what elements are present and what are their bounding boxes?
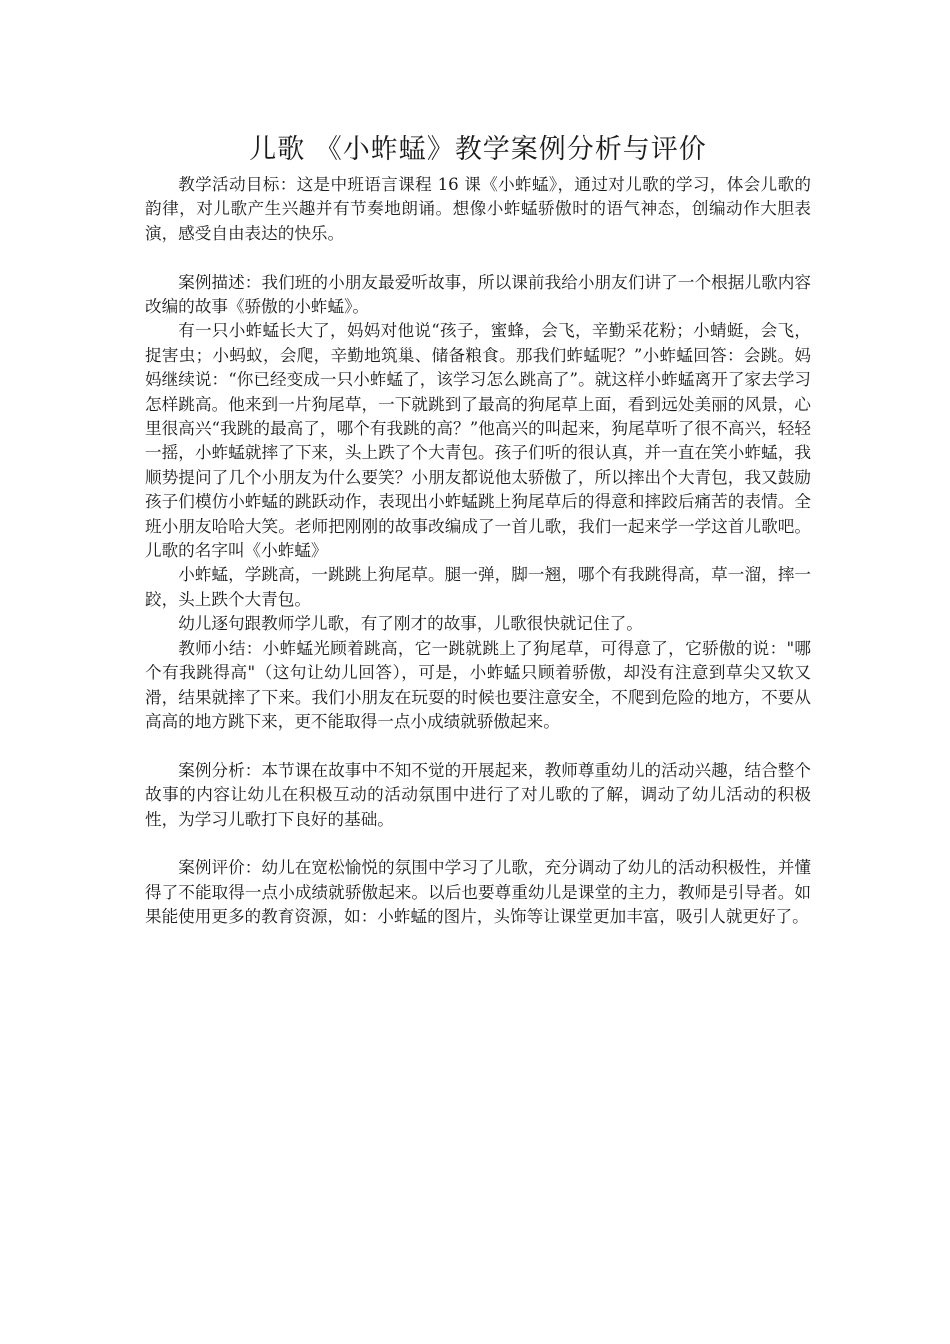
document-page — [145, 128, 811, 930]
paragraph-nursery-rhyme: 小蚱蜢，学跳高，一跳跳上狗尾草。腿一弹，脚一翘，哪个有我跳得高，草一溜，摔一跤，头上跌个大青包。 — [145, 565, 811, 609]
document-title: 儿歌 《小蚱蜢》教学案例分析与评价 — [249, 134, 707, 165]
paragraph-learning: 幼儿逐句跟教师学儿歌，有了刚才的故事，儿歌很快就记住了。 — [178, 614, 643, 634]
paragraph-gap — [145, 734, 811, 758]
paragraph-story: 有一只小蚱蜢长大了，妈妈对他说“孩子，蜜蜂，会飞，辛勤采花粉；小蜻蜓，会飞，捉害虫；小蚂蚁，会爬，辛勤地筑巢、储备粮食。那我们蚱蜢呢？”小蚱蜢回答：会跳。妈妈继续说：“你已经变成一只小蚱蜢了，该学习怎么跳高了”。就这样小蚱蜢离开了家去学习怎样跳高。他来到一片狗尾草，一下就跳到了最高的狗尾草上面，看到远处美丽的风景，心里很高兴“我跳的最高了，哪个有我跳的高？”他高兴的叫起来，狗尾草听了很不高兴，轻轻一摇，小蚱蜢就摔了下来，头上跌了个大青包。孩子们听的很认真，并一直在笑小蚱蜢，我顺势提问了几个小朋友为什么要笑？小朋友都说他太骄傲了，所以摔出个大青包，我又鼓励孩子们模仿小蚱蜢的跳跃动作，表现出小蚱蜢跳上狗尾草后的得意和摔跤后痛苦的表情。全班小朋友哈哈大笑。老师把刚刚的故事改编成了一首儿歌，我们一起来学一学这首儿歌吧。儿歌的名字叫《小蚱蜢》 — [145, 321, 811, 561]
paragraph-gap — [145, 832, 811, 856]
paragraph-activity-goal: 教学活动目标：这是中班语言课程 16 课《小蚱蜢》，通过对儿歌的学习，体会儿歌的韵律，对儿歌产生兴趣并有节奏地朗诵。想像小蚱蜢骄傲时的语气神态，创编动作大胆表演，感受自由表达的快乐。 — [145, 175, 811, 243]
paragraph-case-analysis: 案例分析：本节课在故事中不知不觉的开展起来，教师尊重幼儿的活动兴趣，结合整个故事的内容让幼儿在积极互动的活动氛围中进行了对儿歌的了解，调动了幼儿活动的积极性，为学习儿歌打下良好的基础。 — [145, 760, 811, 829]
paragraph-gap — [145, 246, 811, 270]
paragraph-case-evaluation: 案例评价：幼儿在宽松愉悦的氛围中学习了儿歌，充分调动了幼儿的活动积极性，并懂得了不能取得一点小成绩就骄傲起来。以后也要尊重幼儿是课堂的主力，教师是引导者。如果能使用更多的教育资源，如：小蚱蜢的图片，头饰等让课堂更加丰富，吸引人就更好了。 — [145, 858, 811, 927]
paragraph-case-description: 案例描述：我们班的小朋友最爱听故事，所以课前我给小朋友们讲了一个根据儿歌内容改编的故事《骄傲的小蚱蜢》。 — [145, 272, 811, 317]
paragraph-teacher-summary: 教师小结：小蚱蜢光顾着跳高，它一跳就跳上了狗尾草，可得意了，它骄傲的说："哪个有我跳得高"（这句让幼儿回答），可是，小蚱蜢只顾着骄傲，却没有注意到草尖又软又滑，结果就摔了下来。我们小朋友在玩耍的时候也要注意安全，不爬到危险的地方，不要从高高的地方跳下来，更不能取得一点小成绩就骄傲起来。 — [145, 638, 811, 731]
